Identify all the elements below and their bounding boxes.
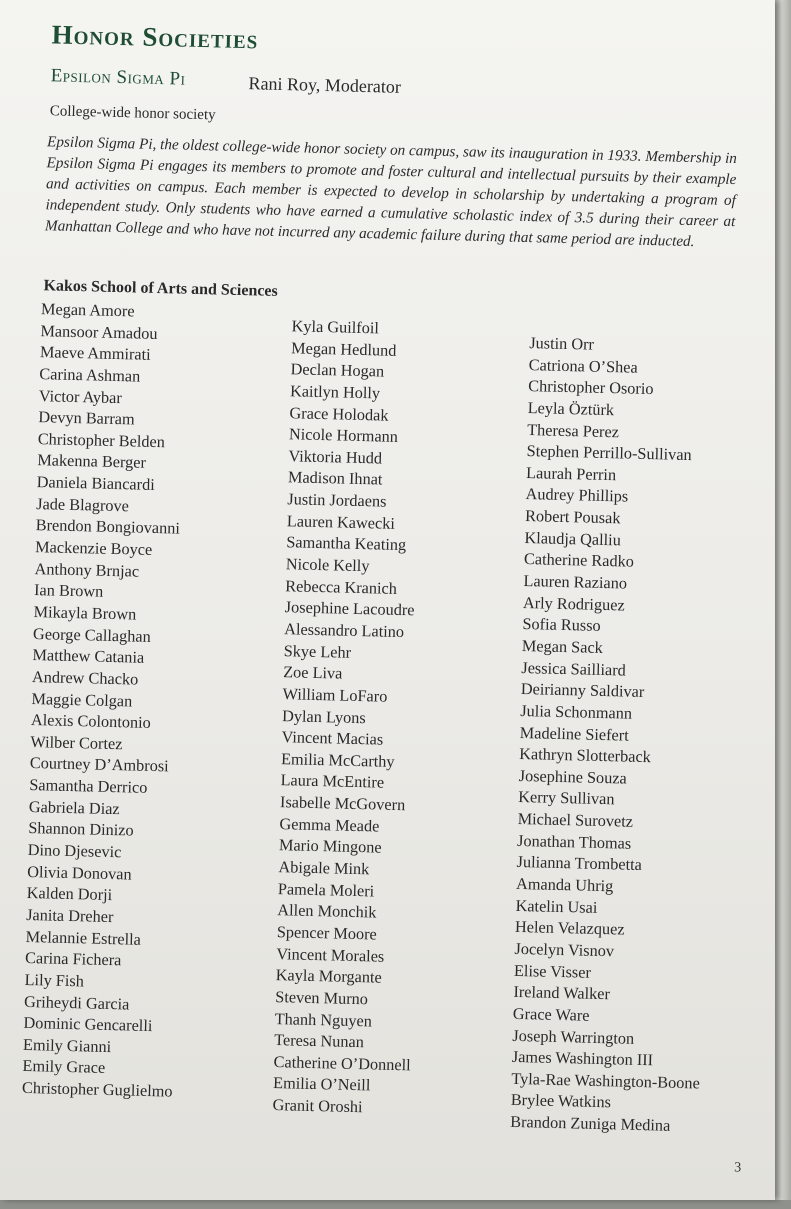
member-name: Steven Murno	[275, 986, 369, 1009]
name-column-3	[510, 332, 718, 1137]
member-name: Jade Blagrove	[36, 493, 130, 516]
member-name: Robert Pousak	[524, 506, 621, 528]
member-name: Brylee Watkins	[510, 1090, 612, 1112]
member-name: Kathryn Slotterback	[519, 744, 652, 767]
member-name: Lauren Raziano	[523, 571, 628, 593]
moderator-line: Rani Roy, Moderator	[248, 73, 402, 97]
member-name: Klaudja Qalliu	[524, 527, 622, 550]
member-name: Alessandro Latino	[284, 619, 405, 642]
member-name: Wilber Cortez	[30, 731, 123, 754]
member-name: Allen Monchik	[277, 900, 377, 922]
member-name: Megan Hedlund	[290, 337, 397, 360]
member-name: Christopher Osorio	[528, 376, 654, 399]
member-name: Emily Grace	[22, 1056, 106, 1078]
member-name: Laura McEntire	[280, 770, 385, 793]
member-name: Spencer Moore	[276, 922, 377, 944]
member-name: Madison Ihnat	[287, 467, 383, 490]
member-name: Dylan Lyons	[281, 705, 367, 727]
name-column-1	[22, 298, 192, 1102]
member-name: Lily Fish	[24, 969, 85, 991]
member-name: Michael Surovetz	[517, 809, 634, 831]
member-name: Vincent Macias	[281, 727, 384, 749]
member-name: Megan Sack	[521, 635, 604, 657]
page-heading: Honor Societies	[51, 19, 259, 55]
member-name: Jessica Sailliard	[521, 657, 627, 680]
member-name: Christopher Belden	[37, 428, 166, 452]
member-name: Kalden Dorji	[26, 883, 113, 905]
member-name: Megan Amore	[40, 299, 135, 321]
member-name: Josephine Souza	[518, 765, 628, 788]
member-name: Emily Gianni	[22, 1034, 112, 1056]
society-name: Epsilon Sigma Pi	[50, 65, 186, 90]
member-name: Abigale Mink	[278, 857, 370, 879]
member-name: Carina Fichera	[24, 948, 122, 970]
member-name: Amanda Uhrig	[515, 873, 614, 896]
member-name: Teresa Nunan	[273, 1030, 365, 1052]
society-description: College-wide honor society	[49, 103, 216, 124]
member-name: Arly Rodriguez	[522, 592, 625, 615]
member-name: Catherine Radko	[523, 549, 635, 572]
member-name: Skye Lehr	[283, 640, 352, 662]
member-name: Justin Orr	[529, 333, 595, 354]
member-name: Viktoria Hudd	[288, 446, 383, 468]
member-name: Ireland Walker	[513, 982, 611, 1004]
member-name: Helen Velazquez	[514, 917, 625, 939]
member-name: Elise Visser	[513, 960, 592, 982]
member-name: Sofia Russo	[522, 614, 601, 636]
member-name: Deirianny Saldivar	[520, 679, 645, 702]
member-name: Thanh Nguyen	[274, 1008, 373, 1030]
member-name: Janita Dreher	[25, 904, 114, 927]
member-name: Theresa Perez	[526, 419, 620, 441]
member-name: Brandon Zuniga Medina	[510, 1111, 671, 1135]
member-name: James Washington III	[511, 1047, 654, 1070]
name-column-2	[272, 315, 429, 1119]
member-name: Madeline Siefert	[519, 722, 629, 745]
member-name: Kayla Morgante	[275, 965, 382, 987]
member-name: Justin Jordaens	[287, 489, 387, 511]
member-name: Vincent Morales	[276, 943, 385, 966]
member-name: Samantha Derrico	[29, 775, 148, 797]
member-name: Griheydi Garcia	[23, 991, 130, 1014]
member-name: Shannon Dinizo	[28, 818, 134, 840]
member-name: Pamela Moleri	[277, 878, 375, 901]
member-name: Grace Holodak	[289, 402, 389, 425]
member-name: Catherine O’Donnell	[273, 1051, 411, 1075]
member-name: Catriona O’Shea	[528, 354, 638, 377]
member-name: Dino Djesevic	[27, 839, 122, 862]
member-name: Nicole Hormann	[288, 424, 399, 447]
member-name: Maggie Colgan	[31, 688, 133, 711]
member-name: Gabriela Diaz	[28, 796, 120, 818]
member-name: Granit Oroshi	[272, 1095, 363, 1117]
member-name: Samantha Keating	[286, 532, 407, 555]
member-name: Alexis Colontonio	[30, 710, 152, 733]
member-name: Brendon Bongiovanni	[35, 515, 181, 539]
member-name: Makenna Berger	[37, 450, 147, 473]
member-name: Carina Ashman	[39, 364, 141, 386]
member-name: William LoFaro	[282, 684, 388, 706]
member-name: Devyn Barram	[38, 407, 135, 429]
member-name: Courtney D’Ambrosi	[29, 753, 169, 776]
member-name: Julia Schonmann	[520, 700, 633, 723]
member-name: Josephine Lacoudre	[284, 597, 415, 620]
member-name: Mario Mingone	[278, 835, 382, 857]
member-name: Rebecca Kranich	[285, 575, 398, 598]
member-name: Lauren Kawecki	[286, 510, 396, 533]
member-name: Grace Ware	[512, 1003, 590, 1025]
member-name: Isabelle McGovern	[279, 792, 406, 815]
member-name: Emilia McCarthy	[280, 748, 395, 771]
member-name: Kaitlyn Holly	[289, 381, 381, 403]
member-name: Anthony Brnjac	[34, 558, 140, 581]
member-name: Mackenzie Boyce	[34, 537, 153, 559]
member-name: Zoe Liva	[282, 662, 343, 683]
member-name: Audrey Phillips	[525, 484, 629, 507]
member-name: Declan Hogan	[290, 359, 385, 381]
member-name: Dominic Gencarelli	[23, 1013, 153, 1036]
member-name: Tyla-Rae Washington-Boone	[511, 1068, 701, 1093]
member-name: Olivia Donovan	[27, 861, 132, 884]
member-name: Mansoor Amadou	[40, 320, 158, 343]
page-number: 3	[734, 1160, 742, 1176]
society-paragraph: Epsilon Sigma Pi, the oldest college-wide honor society on campus, saw its inauguration in 1933. Membership in Epsilon Sigma Pi engages its members to promote and foster cultural and intellectual pursuits by their example and activities on campus. Each member is expected to develop in scholarship by undertaking a program of independent study. Only students who have earned a cumulative scholastic index of 3.5 during their career at Manhattan College and who have not incurred any academic failure during that same period are inducted.	[44, 133, 738, 251]
member-name: Daniela Biancardi	[36, 472, 155, 495]
member-name: Jocelyn Visnov	[514, 938, 615, 961]
member-name: Joseph Warrington	[512, 1025, 635, 1048]
member-name: Laurah Perrin	[525, 462, 617, 485]
member-name: Ian Brown	[33, 580, 104, 602]
member-name: Kyla Guilfoil	[291, 316, 380, 338]
member-name: Maeve Ammirati	[39, 342, 151, 365]
member-name: Katelin Usai	[515, 895, 598, 917]
member-name: Andrew Chacko	[31, 666, 139, 689]
member-name: Victor Aybar	[38, 385, 123, 407]
member-name: Gemma Meade	[279, 813, 380, 836]
member-name: Matthew Catania	[32, 645, 145, 668]
member-name: Jonathan Thomas	[516, 830, 632, 853]
member-name: Emilia O’Neill	[272, 1073, 371, 1095]
member-name: Melannie Estrella	[25, 926, 142, 949]
member-name: Stephen Perrillo-Sullivan	[526, 441, 692, 465]
school-heading: Kakos School of Arts and Sciences	[43, 277, 278, 300]
member-name: Julianna Trombetta	[516, 852, 643, 875]
member-name: Kerry Sullivan	[517, 787, 615, 809]
member-name: George Callaghan	[32, 623, 151, 646]
member-name: Nicole Kelly	[285, 554, 370, 576]
member-name: Mikayla Brown	[33, 602, 137, 624]
member-name: Leyla Öztürk	[527, 397, 615, 420]
member-name: Christopher Guglielmo	[21, 1077, 173, 1101]
